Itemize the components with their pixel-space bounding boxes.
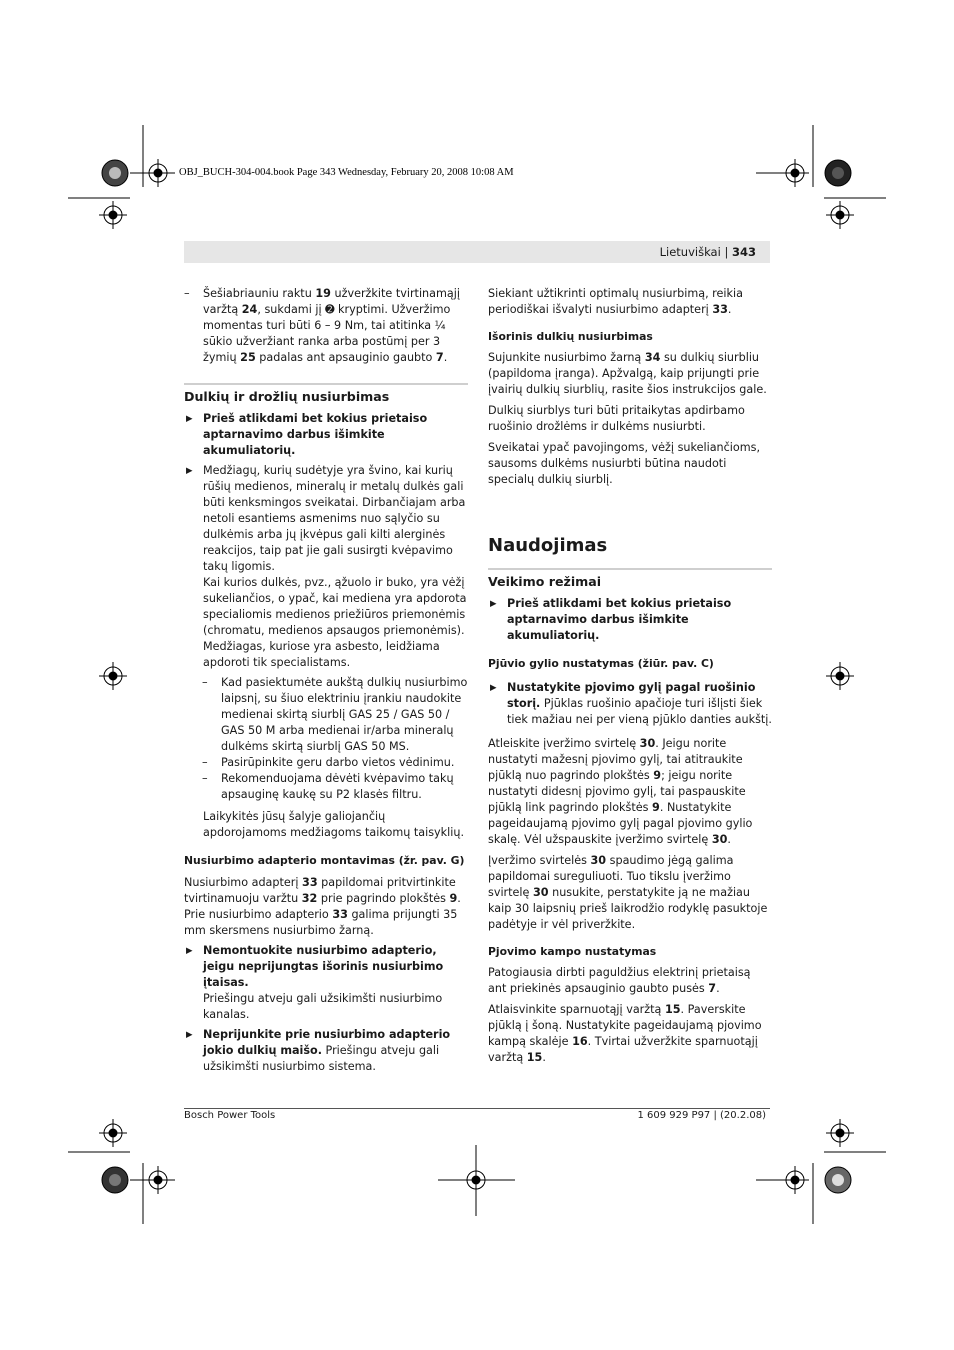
heading-adapter-mounting: Nusiurbimo adapterio montavimas (žr. pav. G) <box>184 854 465 867</box>
heading-operating-modes: Veikimo režimai <box>488 568 772 590</box>
warning-remove-battery: ▶ Prieš atlikdami bet kokius prietaiso aptarnavimo darbus išimkite akumuliatorių. <box>184 411 468 459</box>
regulations-note: Laikykitės jūsų šalyje galiojančių apdorojamoms medžiagoms taikomų taisyklių. <box>203 810 464 839</box>
header-language: Lietuviškai <box>659 245 721 259</box>
page-number: 343 <box>731 245 756 259</box>
page-header <box>660 245 756 259</box>
dust-tip-mask: – Rekomenduojama dėvėti kvėpavimo takų apsauginę kaukę su P2 klasės filtru. <box>184 771 468 803</box>
external-extraction-2: Dulkių siurblys turi būti pritaikytas apdirbamo ruošinio drožlėms ir dulkėms nusiurbti. <box>488 404 745 433</box>
dust-tip-ventilation: – Pasirūpinkite geru darbo vietos vėdinimu. <box>184 755 468 771</box>
heading-dust-extraction: Dulkių ir drožlių nusiurbimas <box>184 383 468 405</box>
right-column <box>488 286 772 1071</box>
external-extraction-3: Sveikatai ypač pavojingoms, vėžį sukeliančioms, sausoms dulkėms nusiurbti būtina naudoti specialų dulkių siurblį. <box>488 441 761 486</box>
bevel-angle-2: Atlaisvinkite sparnuotąjį varžtą 15. Paverskite pjūklą į šoną. Nustatykite pageidaujamą pjovimo kampą skalėje 16. Tvirtai užveržkite sparnuotąjį varžtą 15. <box>488 1003 762 1064</box>
bevel-angle-1: Patogiausia dirbti paguldžius elektrinį prietaisą ant priekinės apsauginio gaubto pusės 7. <box>488 966 751 995</box>
print-slug: OBJ_BUCH-304-004.book Page 343 Wednesday, February 20, 2008 10:08 AM <box>179 167 514 178</box>
adapter-instructions: Nusiurbimo adapterį 33 papildomai pritvirtinkite tvirtinamuoju varžtu 32 prie pagrindo plokštės 9. Prie nusiurbimo adapterio 33 galima prijungti 35 mm skersmens nusiurbimo žarną. <box>184 876 461 937</box>
dust-tip-vacuum: – Kad pasiektumėte aukštą dulkių nusiurbimo laipsnį, su šiuo elektriniu įrankiu naudokite medienai skirtą siurblį GAS 25 / GAS 50 / GAS 50 M arba medienai ir/arba mineralų dulkėms skirtą siurblį GAS 50 MS. <box>184 675 468 755</box>
warning-dust-health: ▶ Medžiagų, kurių sudėtyje yra švino, kai kurių rūšių medienos, mineralų ir metalų dulkės gali būti kenksmingos sveikatai. Dirbančiajam arba netoli esantiems asmenims nuo sąlyčio su dulkėmis arba jų įkvėpus gali kilti alerginės reakcijos, taip pat jie gali susirgti kvėpavimo takų ligomis. Kai kurios dulkės, pvz., ąžuolo ir buko, yra vėžį sukeliančios, o ypač, kai mediena yra apdorota specialiomis medienos priežiūros priemonėmis (chromatu, medienos apsaugos priemonėmis). Medžiagas, kuriose yra asbesto, leidžiama apdoroti tik specialistams. <box>184 463 468 671</box>
heading-external-extraction: Išorinis dulkių nusiurbimas <box>488 330 653 343</box>
left-column <box>184 286 468 1079</box>
header-separator: | <box>724 245 729 259</box>
footer-brand: Bosch Power Tools <box>184 1110 276 1121</box>
tightening-step: – Šešiabriauniu raktu 19 užveržkite tvirtinamąjį varžtą 24, sukdami jį ➋ kryptimi. Užveržimo momentas turi būti 6 – 9 Nm, tai atitinka ¼ sūkio užveržiant ranka arba postūmį per 3 žymių 25 padalas ant apsauginio gaubto 7. <box>184 286 468 366</box>
heading-bevel-angle: Pjovimo kampo nustatymas <box>488 945 657 958</box>
adapter-cleaning: Siekiant užtikrinti optimalų nusiurbimą, reikia periodiškai išvalyti nusiurbimo adapterį 33. <box>488 287 743 316</box>
warning-cutting-depth: ▶ Nustatykite pjovimo gylį pagal ruošinio storį. Pjūklas ruošinio apačioje turi išlįsti šiek tiek mažiau nei per vieną pjūklo danties aukštį. <box>488 680 772 728</box>
cutting-depth-steps: Atleiskite įveržimo svirtelę 30. Jeigu norite nustatyti mažesnį pjovimo gylį, tai atitraukite pjūklą nuo pagrindo plokštės 9; jeigu norite nustatyti didesnį pjovimo gylį, tai paspauskite pjūklą link pagrindo plokštės 9. Nustatykite pageidaujamą pjovimo gylį pagal pjovimo gylio skalę. Vėl užspauskite įveržimo svirtelę 30. <box>488 737 753 846</box>
page-header-bar <box>184 241 770 263</box>
footer-docnumber: 1 609 929 P97 | (20.2.08) <box>637 1110 766 1121</box>
warning-no-dust-bag: ▶ Neprijunkite prie nusiurbimo adapterio jokio dulkių maišo. Priešingu atveju gali užsikimšti nusiurbimo sistema. <box>184 1027 468 1075</box>
external-extraction-1: Sujunkite nusiurbimo žarną 34 su dulkių siurbliu (papildoma įranga). Apžvalgą, kaip prijungti prie įvairių dulkių siurblių, rasite šios instrukcijos gale. <box>488 351 767 396</box>
footer-rule <box>184 1108 770 1109</box>
warning-adapter-external: ▶ Nemontuokite nusiurbimo adapterio, jeigu neprijungtas išorinis nusiurbimo įtaisas. Priešingu atveju gali užsikimšti nusiurbimo kanalas. <box>184 943 468 1023</box>
heading-cutting-depth: Pjūvio gylio nustatymas (žiūr. pav. C) <box>488 657 714 670</box>
warning-remove-battery-2: ▶ Prieš atlikdami bet kokius prietaiso aptarnavimo darbus išimkite akumuliatorių. <box>488 596 772 644</box>
heading-operation: Naudojimas <box>488 535 608 556</box>
clamp-lever-adjustment: Įveržimo svirtelės 30 spaudimo jėgą galima papildomai sureguliuoti. Tuo tikslu įveržimo svirtelę 30 nusukite, perstatykite ją ne mažiau kaip 30 laipsnių prieš laikrodžio rodyklę pasuktoje padėtyje ir vėl priveržkite. <box>488 854 768 931</box>
